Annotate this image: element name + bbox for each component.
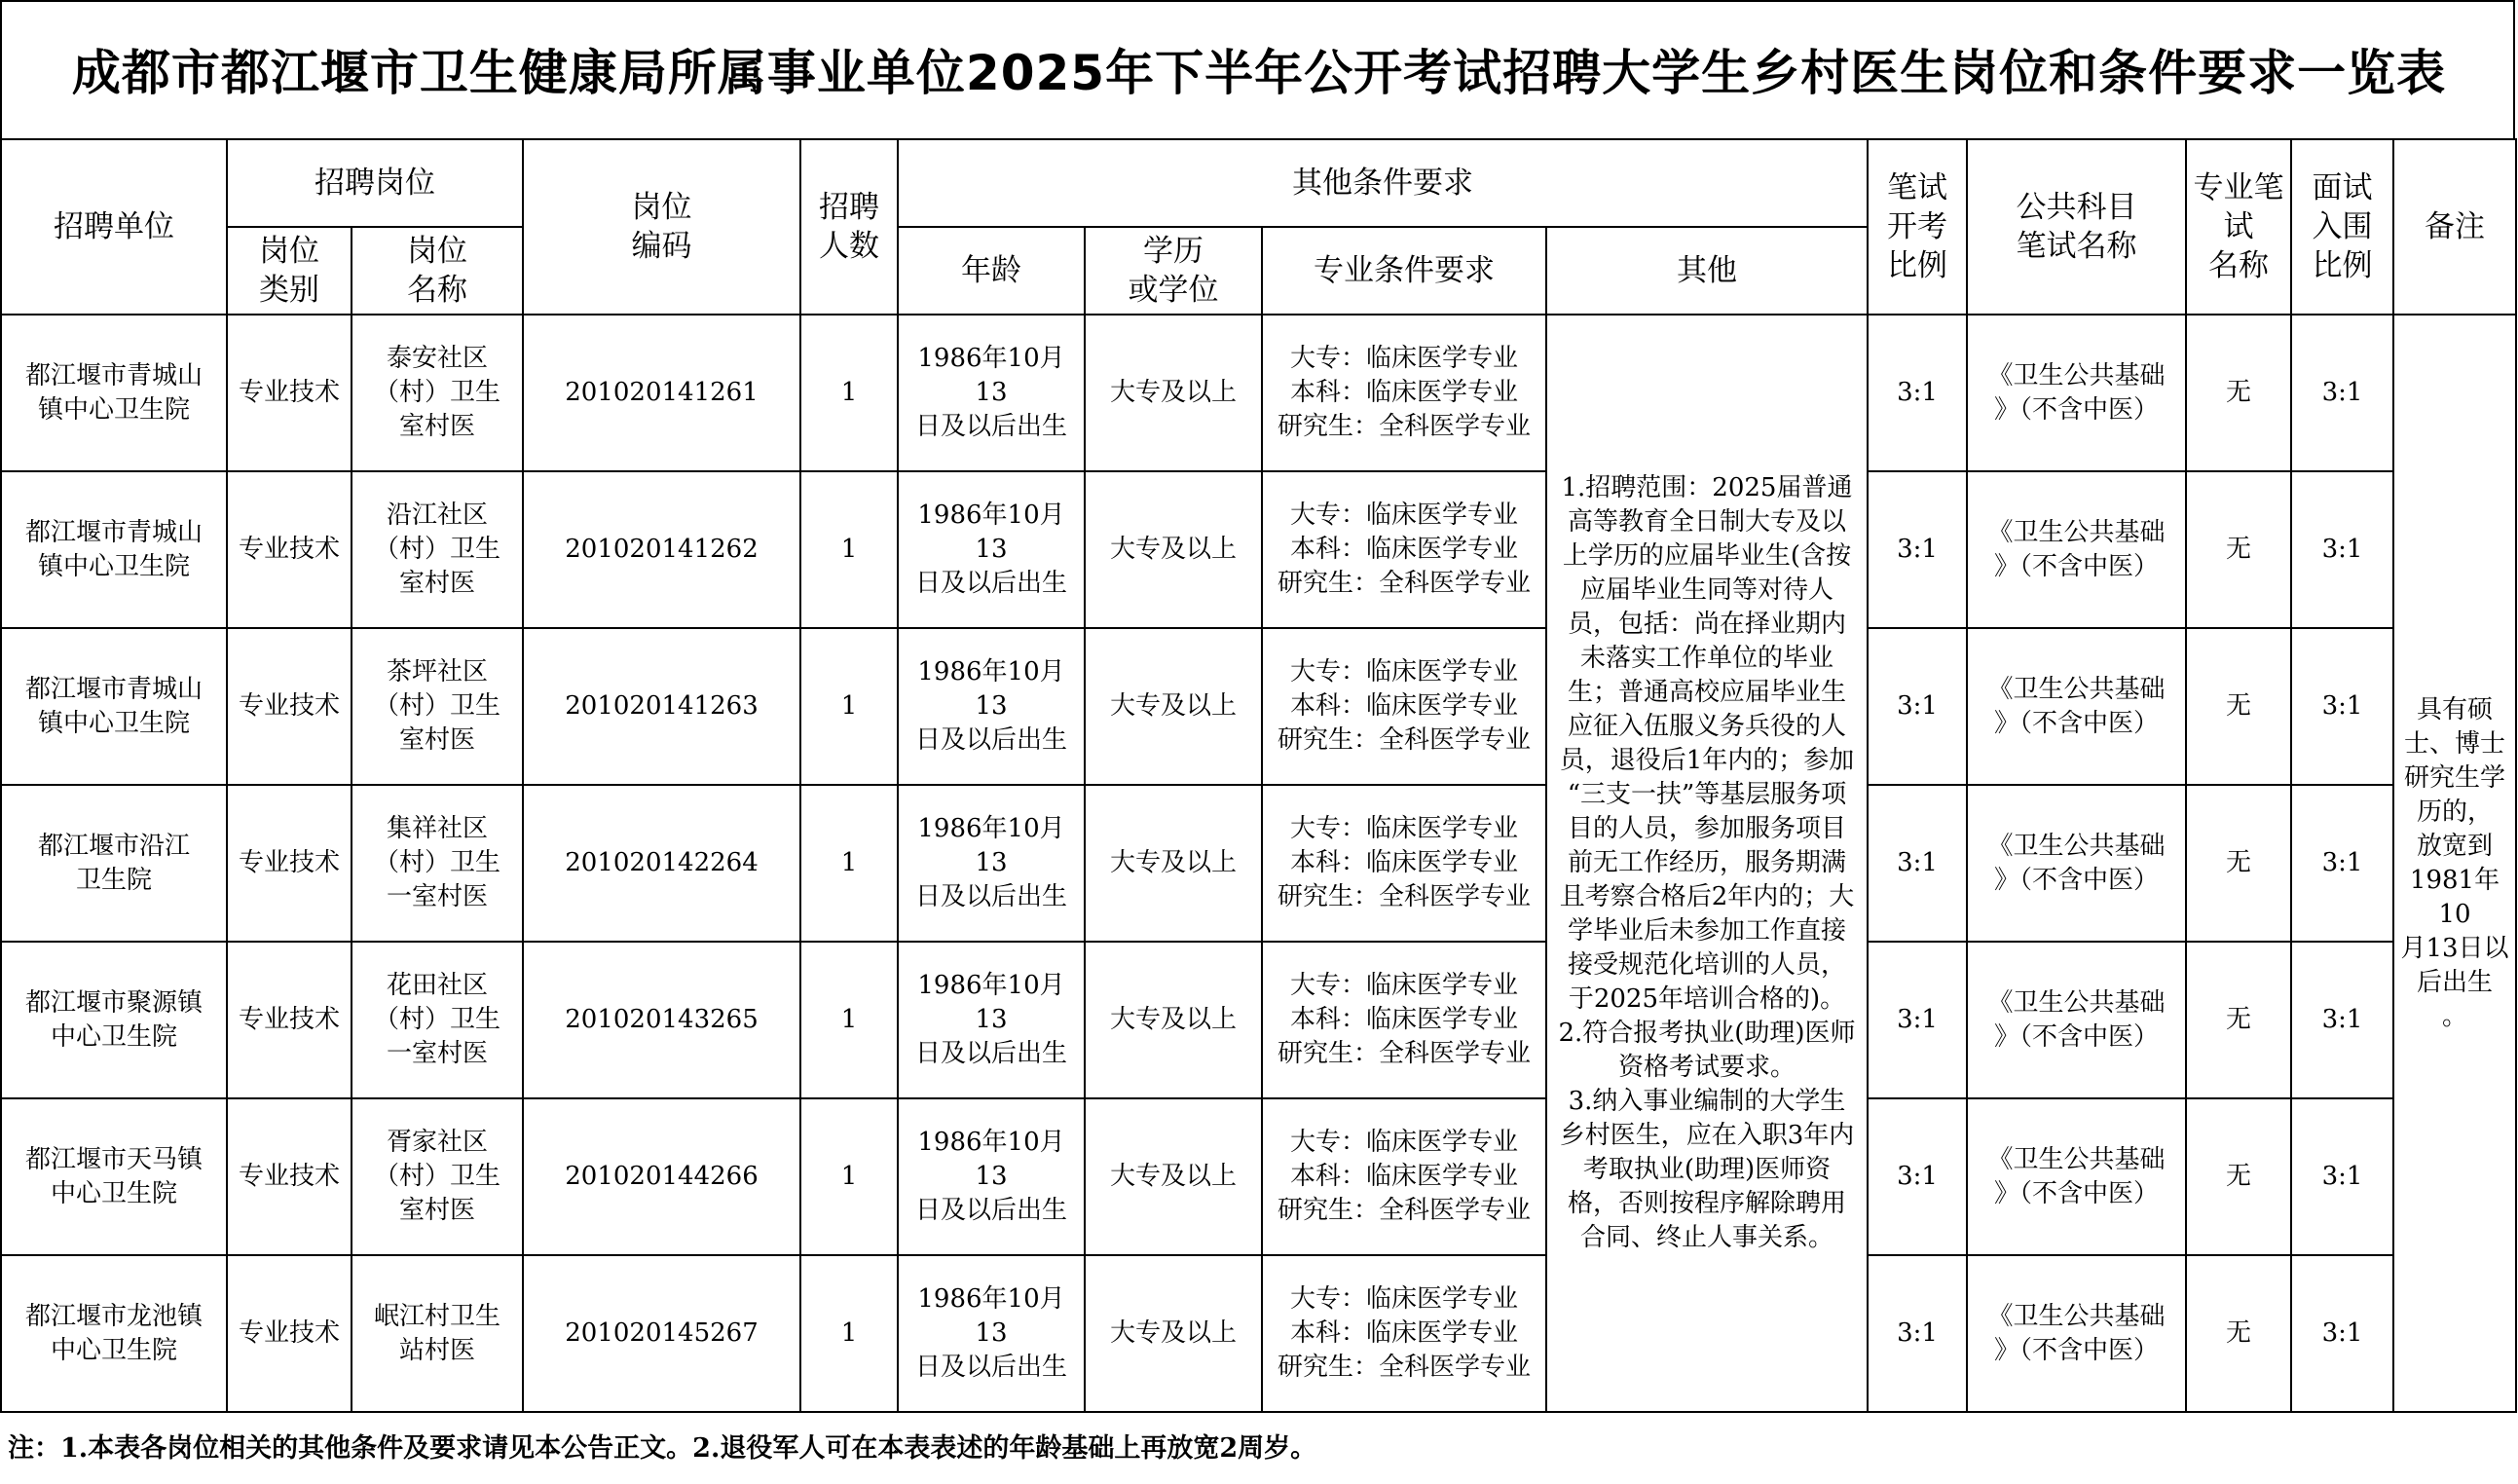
- cell-remark: 具有硕士、博士 研究生学历的， 放宽到1981年10 月13日以后出生 。: [2393, 315, 2516, 1412]
- table-row: [1, 1098, 2516, 1255]
- cell-age: 1986年10月13 日及以后出生: [898, 471, 1085, 628]
- cell-interview-ratio: 3:1: [2291, 785, 2393, 942]
- cell-unit: 都江堰市青城山 镇中心卫生院: [1, 471, 227, 628]
- cell-code: 201020142264: [523, 785, 800, 942]
- header-education: 学历 或学位: [1085, 227, 1262, 315]
- cell-major: 大专：临床医学专业 本科：临床医学专业 研究生：全科医学专业: [1262, 628, 1546, 785]
- cell-public-exam: 《卫生公共基础 》（不含中医）: [1967, 1098, 2186, 1255]
- cell-education: 大专及以上: [1085, 628, 1262, 785]
- cell-type: 专业技术: [227, 942, 352, 1098]
- cell-code: 201020144266: [523, 1098, 800, 1255]
- header-other-group: 其他条件要求: [898, 139, 1868, 227]
- cell-major: 大专：临床医学专业 本科：临床医学专业 研究生：全科医学专业: [1262, 471, 1546, 628]
- cell-type: 专业技术: [227, 315, 352, 471]
- cell-count: 1: [800, 471, 898, 628]
- cell-exam-ratio: 3:1: [1868, 628, 1967, 785]
- cell-major: 大专：临床医学专业 本科：临床医学专业 研究生：全科医学专业: [1262, 1255, 1546, 1412]
- header-public-exam: 公共科目 笔试名称: [1967, 139, 2186, 315]
- cell-public-exam: 《卫生公共基础 》（不含中医）: [1967, 315, 2186, 471]
- cell-name: 茶坪社区 （村）卫生 室村医: [352, 628, 523, 785]
- table-row: [1, 785, 2516, 942]
- cell-count: 1: [800, 315, 898, 471]
- cell-type: 专业技术: [227, 1098, 352, 1255]
- cell-count: 1: [800, 1098, 898, 1255]
- cell-exam-ratio: 3:1: [1868, 1255, 1967, 1412]
- cell-major: 大专：临床医学专业 本科：临床医学专业 研究生：全科医学专业: [1262, 942, 1546, 1098]
- cell-exam-ratio: 3:1: [1868, 785, 1967, 942]
- cell-name: 胥家社区 （村）卫生 室村医: [352, 1098, 523, 1255]
- cell-unit: 都江堰市青城山 镇中心卫生院: [1, 315, 227, 471]
- cell-name: 沿江社区 （村）卫生 室村医: [352, 471, 523, 628]
- cell-interview-ratio: 3:1: [2291, 942, 2393, 1098]
- header-interview-ratio: 面试 入围 比例: [2291, 139, 2393, 315]
- cell-education: 大专及以上: [1085, 471, 1262, 628]
- header-position-group: 招聘岗位: [227, 139, 523, 227]
- cell-unit: 都江堰市聚源镇 中心卫生院: [1, 942, 227, 1098]
- cell-interview-ratio: 3:1: [2291, 1098, 2393, 1255]
- cell-major: 大专：临床医学专业 本科：临床医学专业 研究生：全科医学专业: [1262, 785, 1546, 942]
- table-row: [1, 471, 2516, 628]
- header-major-exam: 专业笔 试 名称: [2186, 139, 2291, 315]
- header-position-type: 岗位 类别: [227, 227, 352, 315]
- table-row: [1, 315, 2516, 471]
- cell-age: 1986年10月13 日及以后出生: [898, 1255, 1085, 1412]
- cell-interview-ratio: 3:1: [2291, 628, 2393, 785]
- cell-age: 1986年10月13 日及以后出生: [898, 628, 1085, 785]
- cell-code: 201020141262: [523, 471, 800, 628]
- cell-exam-ratio: 3:1: [1868, 315, 1967, 471]
- cell-education: 大专及以上: [1085, 785, 1262, 942]
- cell-code: 201020143265: [523, 942, 800, 1098]
- cell-unit: 都江堰市龙池镇 中心卫生院: [1, 1255, 227, 1412]
- cell-interview-ratio: 3:1: [2291, 315, 2393, 471]
- header-unit: 招聘单位: [1, 139, 227, 315]
- cell-code: 201020141261: [523, 315, 800, 471]
- cell-name: 花田社区 （村）卫生 一室村医: [352, 942, 523, 1098]
- cell-age: 1986年10月13 日及以后出生: [898, 785, 1085, 942]
- cell-age: 1986年10月13 日及以后出生: [898, 942, 1085, 1098]
- header-age: 年龄: [898, 227, 1085, 315]
- cell-count: 1: [800, 942, 898, 1098]
- cell-education: 大专及以上: [1085, 1255, 1262, 1412]
- cell-major-exam: 无: [2186, 628, 2291, 785]
- cell-age: 1986年10月13 日及以后出生: [898, 1098, 1085, 1255]
- recruitment-table: [0, 138, 2517, 1413]
- cell-major-exam: 无: [2186, 315, 2291, 471]
- cell-type: 专业技术: [227, 785, 352, 942]
- cell-interview-ratio: 3:1: [2291, 1255, 2393, 1412]
- header-position-name: 岗位 名称: [352, 227, 523, 315]
- cell-major: 大专：临床医学专业 本科：临床医学专业 研究生：全科医学专业: [1262, 315, 1546, 471]
- footer-note: 注：1.本表各岗位相关的其他条件及要求请见本公告正文。2.退役军人可在本表表述的年龄基础上再放宽2周岁。: [8, 1432, 1317, 1464]
- cell-other-note: 1.招聘范围：2025届普通 高等教育全日制大专及以 上学历的应届毕业生(含按 应届毕业生同等对待人 员，包括：尚在择业期内 未落实工作单位的毕业 生；普通高校应届毕业生 应征入伍服义务兵役的人 员，退役后1年内的；参加 “三支一扶”等基层服务项 目的人员，参加服务项目 前无工作经历，服务期满 且考察合格后2年内的；大 学毕业后未参加工作直接 接受规范化培训的人员， 于2025年培训合格的)。 2.符合报考执业(助理)医师 资格考试要求。 3.纳入事业编制的大学生 乡村医生，应在入职3年内 考取执业(助理)医师资 格，否则按程序解除聘用 合同、终止人事关系。: [1546, 315, 1868, 1412]
- cell-public-exam: 《卫生公共基础 》（不含中医）: [1967, 785, 2186, 942]
- table-row: [1, 1255, 2516, 1412]
- cell-unit: 都江堰市青城山 镇中心卫生院: [1, 628, 227, 785]
- cell-exam-ratio: 3:1: [1868, 1098, 1967, 1255]
- cell-type: 专业技术: [227, 1255, 352, 1412]
- header-major: 专业条件要求: [1262, 227, 1546, 315]
- header-exam-ratio: 笔试 开考 比例: [1868, 139, 1967, 315]
- cell-major-exam: 无: [2186, 1255, 2291, 1412]
- cell-education: 大专及以上: [1085, 315, 1262, 471]
- cell-type: 专业技术: [227, 471, 352, 628]
- cell-major: 大专：临床医学专业 本科：临床医学专业 研究生：全科医学专业: [1262, 1098, 1546, 1255]
- cell-unit: 都江堰市天马镇 中心卫生院: [1, 1098, 227, 1255]
- cell-count: 1: [800, 628, 898, 785]
- cell-major-exam: 无: [2186, 471, 2291, 628]
- cell-count: 1: [800, 785, 898, 942]
- cell-interview-ratio: 3:1: [2291, 471, 2393, 628]
- page-title: 成都市都江堰市卫生健康局所属事业单位2025年下半年公开考试招聘大学生乡村医生岗位和条件要求一览表: [71, 45, 2447, 101]
- cell-major-exam: 无: [2186, 785, 2291, 942]
- cell-code: 201020141263: [523, 628, 800, 785]
- cell-name: 岷江村卫生 站村医: [352, 1255, 523, 1412]
- header-headcount: 招聘 人数: [800, 139, 898, 315]
- cell-age: 1986年10月13 日及以后出生: [898, 315, 1085, 471]
- cell-exam-ratio: 3:1: [1868, 942, 1967, 1098]
- header-remark: 备注: [2393, 139, 2516, 315]
- cell-count: 1: [800, 1255, 898, 1412]
- cell-public-exam: 《卫生公共基础 》（不含中医）: [1967, 628, 2186, 785]
- cell-exam-ratio: 3:1: [1868, 471, 1967, 628]
- cell-major-exam: 无: [2186, 942, 2291, 1098]
- cell-code: 201020145267: [523, 1255, 800, 1412]
- cell-public-exam: 《卫生公共基础 》（不含中医）: [1967, 1255, 2186, 1412]
- header-other: 其他: [1546, 227, 1868, 315]
- header-position-code: 岗位 编码: [523, 139, 800, 315]
- cell-unit: 都江堰市沿江 卫生院: [1, 785, 227, 942]
- cell-public-exam: 《卫生公共基础 》（不含中医）: [1967, 942, 2186, 1098]
- cell-name: 集祥社区 （村）卫生 一室村医: [352, 785, 523, 942]
- cell-education: 大专及以上: [1085, 942, 1262, 1098]
- cell-major-exam: 无: [2186, 1098, 2291, 1255]
- table-row: [1, 628, 2516, 785]
- cell-name: 泰安社区 （村）卫生 室村医: [352, 315, 523, 471]
- cell-public-exam: 《卫生公共基础 》（不含中医）: [1967, 471, 2186, 628]
- cell-education: 大专及以上: [1085, 1098, 1262, 1255]
- cell-type: 专业技术: [227, 628, 352, 785]
- table-row: [1, 942, 2516, 1098]
